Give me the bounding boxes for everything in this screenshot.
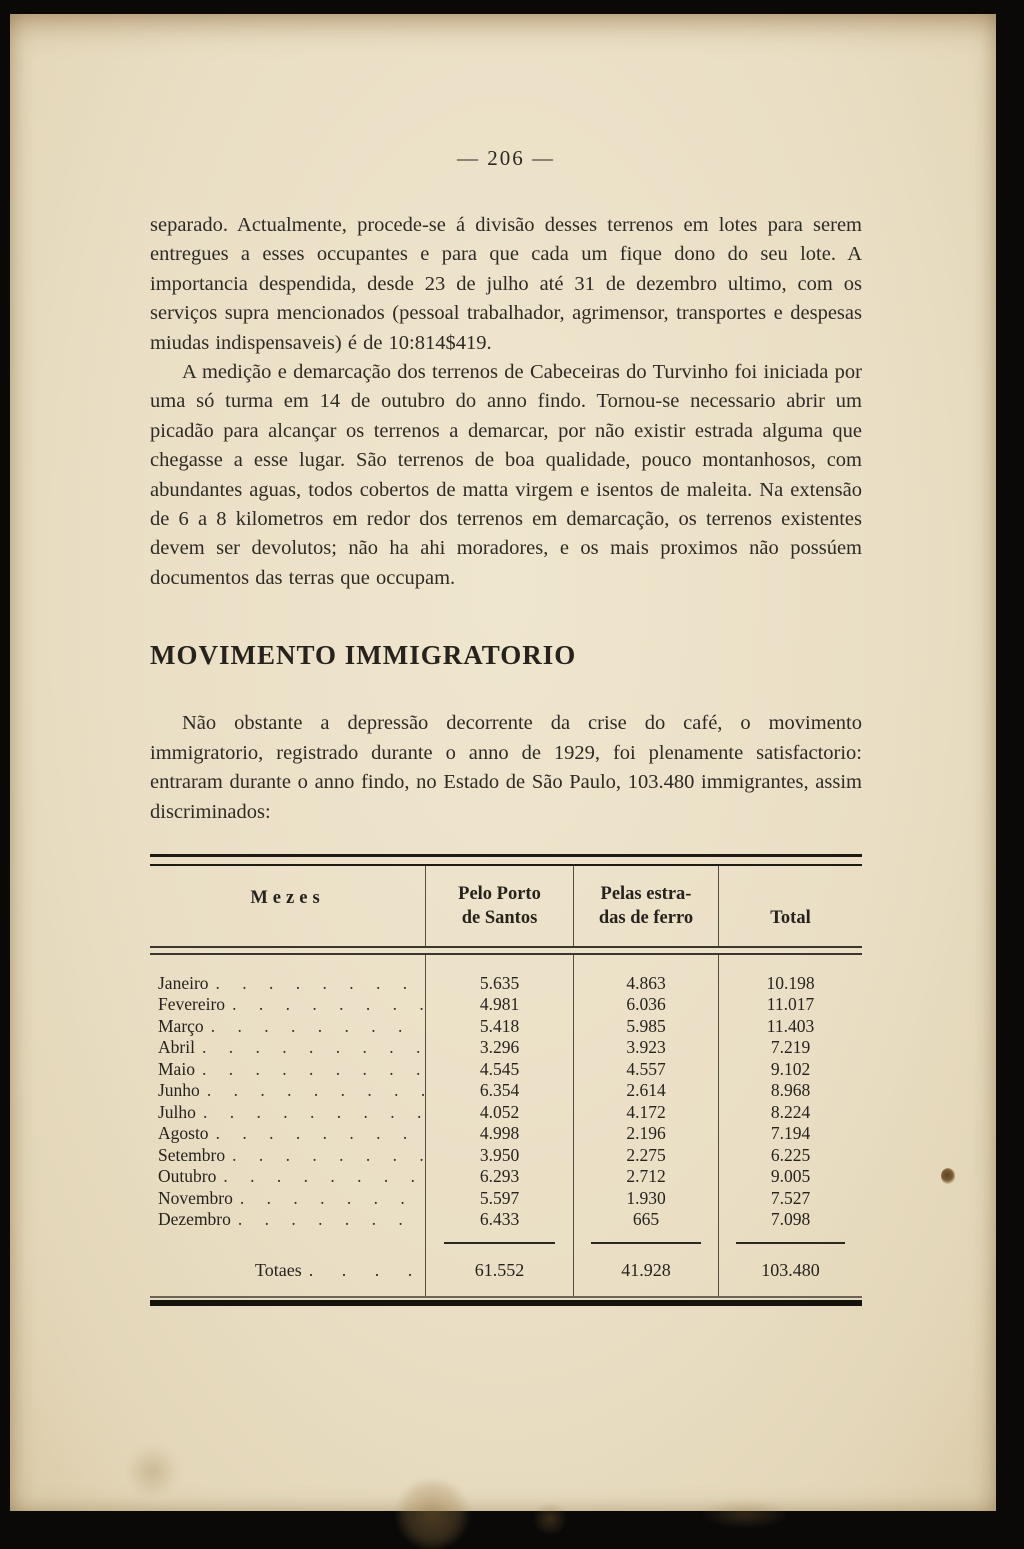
- month-label: Janeiro: [158, 972, 209, 993]
- santos-value: 3.950: [425, 1145, 573, 1167]
- month-cell: [150, 1188, 425, 1210]
- month-cell: [150, 1102, 425, 1124]
- table-totals-row: [150, 1254, 862, 1286]
- month-label: Novembro: [158, 1187, 233, 1208]
- dot-leader: [232, 994, 425, 1016]
- table-row: [150, 994, 862, 1016]
- total-value: 9.102: [718, 1059, 862, 1081]
- ferro-value: 6.036: [573, 994, 718, 1016]
- santos-value: 6.354: [425, 1080, 573, 1102]
- dot-leader: [232, 1145, 425, 1167]
- header-line: das de ferro: [598, 907, 694, 928]
- dot-leader: [203, 1102, 425, 1124]
- ferro-value: 2.712: [573, 1166, 718, 1188]
- santos-value: 6.293: [425, 1166, 573, 1188]
- month-cell: [150, 1037, 425, 1059]
- dot-leader: [211, 1016, 425, 1038]
- column-header-estradas-ferro: [573, 866, 718, 946]
- total-value: 7.194: [718, 1123, 862, 1145]
- table-bottom-rule: [150, 1296, 862, 1306]
- month-label: Dezembro: [158, 1209, 231, 1230]
- month-cell: [150, 1145, 425, 1167]
- section-heading: MOVIMENTO IMMIGRATORIO: [150, 640, 577, 671]
- ferro-value: 4.172: [573, 1102, 718, 1124]
- santos-value: 4.545: [425, 1059, 573, 1081]
- month-label: Maio: [158, 1058, 195, 1079]
- ferro-value: 5.985: [573, 1016, 718, 1038]
- ferro-value: 3.923: [573, 1037, 718, 1059]
- paper-stain: [125, 1444, 180, 1499]
- santos-value: 5.597: [425, 1188, 573, 1210]
- table-row: [150, 1102, 862, 1124]
- ferro-value: 2.614: [573, 1080, 718, 1102]
- total-value: 7.527: [718, 1188, 862, 1210]
- month-label: Março: [158, 1015, 204, 1036]
- table-spacer: [150, 955, 862, 973]
- month-cell: [150, 1059, 425, 1081]
- dot-leader: [202, 1037, 425, 1059]
- table-header-row: [150, 866, 862, 946]
- header-line: Pelo Porto: [458, 883, 541, 904]
- total-value: 8.224: [718, 1102, 862, 1124]
- paper-stain: [530, 1504, 570, 1534]
- totals-total: 103.480: [718, 1254, 862, 1286]
- paragraph-medicao: A medição e demarcação dos terrenos de Cabeceiras do Turvinho foi iniciada por uma só turma em 14 de outubro do anno findo. Tornou-se necessario abrir um picadão para alcançar os terrenos a demarcar, por não existir estrada alguma que chegasse a esse lugar. São terrenos de boa qualidade, pouco montanhosos, com abundantes aguas, todos cobertos de matta virgem e isentos de maleita. Na extensão de 6 a 8 kilometros em redor dos terrenos em demarcação, os terrenos existentes devem ser devolutos; não ha ahi moradores, e os mais proximos não possúem documentos das terras que occupam.: [150, 361, 862, 589]
- table-spacer: [150, 1286, 862, 1296]
- total-value: 8.968: [718, 1080, 862, 1102]
- dot-leader: [216, 1123, 425, 1145]
- totals-label-cell: [150, 1254, 425, 1286]
- page-number: — 206 —: [457, 146, 555, 170]
- santos-value: 4.981: [425, 994, 573, 1016]
- table-top-rule: [150, 854, 862, 866]
- dot-leader: [309, 1254, 425, 1286]
- table-sum-rule-row: [150, 1231, 862, 1254]
- dot-leader: [238, 1209, 425, 1231]
- total-value: 7.098: [718, 1209, 862, 1231]
- month-label: Abril: [158, 1037, 195, 1058]
- month-label: Setembro: [158, 1144, 226, 1165]
- month-cell: [150, 1166, 425, 1188]
- table-row: [150, 1145, 862, 1167]
- table-row: [150, 1209, 862, 1231]
- santos-value: 5.635: [425, 973, 573, 995]
- table-row: [150, 973, 862, 995]
- month-cell: [150, 1016, 425, 1038]
- dot-leader: [240, 1188, 425, 1210]
- month-cell: [150, 994, 425, 1016]
- total-value: 9.005: [718, 1166, 862, 1188]
- month-label: Fevereiro: [158, 994, 226, 1015]
- paper-stain: [700, 1499, 790, 1529]
- dot-leader: [202, 1059, 425, 1081]
- table-row: [150, 1037, 862, 1059]
- santos-value: 4.998: [425, 1123, 573, 1145]
- totals-santos: 61.552: [425, 1254, 573, 1286]
- month-label: Outubro: [158, 1166, 217, 1187]
- column-header-total: Total: [718, 866, 862, 946]
- immigration-table: [150, 854, 862, 1306]
- month-cell: [150, 1209, 425, 1231]
- totals-label: Totaes: [255, 1259, 302, 1280]
- totals-ferro: 41.928: [573, 1254, 718, 1286]
- santos-value: 3.296: [425, 1037, 573, 1059]
- month-cell: [150, 1080, 425, 1102]
- total-value: 11.017: [718, 994, 862, 1016]
- paragraph-immigracao: Não obstante a depressão decorrente da crise do café, o movimento immigratorio, registrado durante o anno de 1929, foi plenamente satisfactorio: entraram durante o anno findo, no Estado de São Paulo, 103.480 immigrantes, assim discriminados:: [150, 712, 862, 823]
- ferro-value: 2.196: [573, 1123, 718, 1145]
- month-cell: [150, 973, 425, 995]
- table-row: [150, 1188, 862, 1210]
- total-value: 10.198: [718, 973, 862, 995]
- total-value: 7.219: [718, 1037, 862, 1059]
- ferro-value: 4.863: [573, 973, 718, 995]
- table-body: [150, 973, 862, 1231]
- page-content: [150, 146, 862, 1306]
- dot-leader: [207, 1080, 425, 1102]
- ferro-value: 4.557: [573, 1059, 718, 1081]
- santos-value: 5.418: [425, 1016, 573, 1038]
- dot-leader: [216, 973, 425, 995]
- month-label: Agosto: [158, 1123, 209, 1144]
- header-line: de Santos: [461, 907, 538, 928]
- table-row: [150, 1123, 862, 1145]
- dot-leader: [223, 1166, 425, 1188]
- table-header-rule: [150, 946, 862, 955]
- ferro-value: 665: [573, 1209, 718, 1231]
- santos-value: 4.052: [425, 1102, 573, 1124]
- table-row: [150, 1059, 862, 1081]
- month-cell: [150, 1123, 425, 1145]
- paragraph-terrenos: separado. Actualmente, procede-se á divisão desses terrenos em lotes para serem entregues a esses occupantes e para que cada um fique dono do seu lote. A importancia despendida, desde 23 de julho até 31 de dezembro ultimo, com os serviços supra mencionados (pessoal trabalhador, agrimensor, transportes e despesas miudas indispensaveis) é de 10:814$419.: [150, 214, 862, 354]
- table-row: [150, 1166, 862, 1188]
- table-row: [150, 1016, 862, 1038]
- paper-stain: [395, 1479, 470, 1549]
- total-value: 6.225: [718, 1145, 862, 1167]
- total-value: 11.403: [718, 1016, 862, 1038]
- ferro-value: 2.275: [573, 1145, 718, 1167]
- column-header-porto-santos: [425, 866, 573, 946]
- column-header-mezes: Mezes: [250, 887, 325, 908]
- ferro-value: 1.930: [573, 1188, 718, 1210]
- header-line: Pelas estra-: [600, 883, 692, 904]
- month-label: Julho: [158, 1101, 196, 1122]
- table-row: [150, 1080, 862, 1102]
- santos-value: 6.433: [425, 1209, 573, 1231]
- month-label: Junho: [158, 1080, 200, 1101]
